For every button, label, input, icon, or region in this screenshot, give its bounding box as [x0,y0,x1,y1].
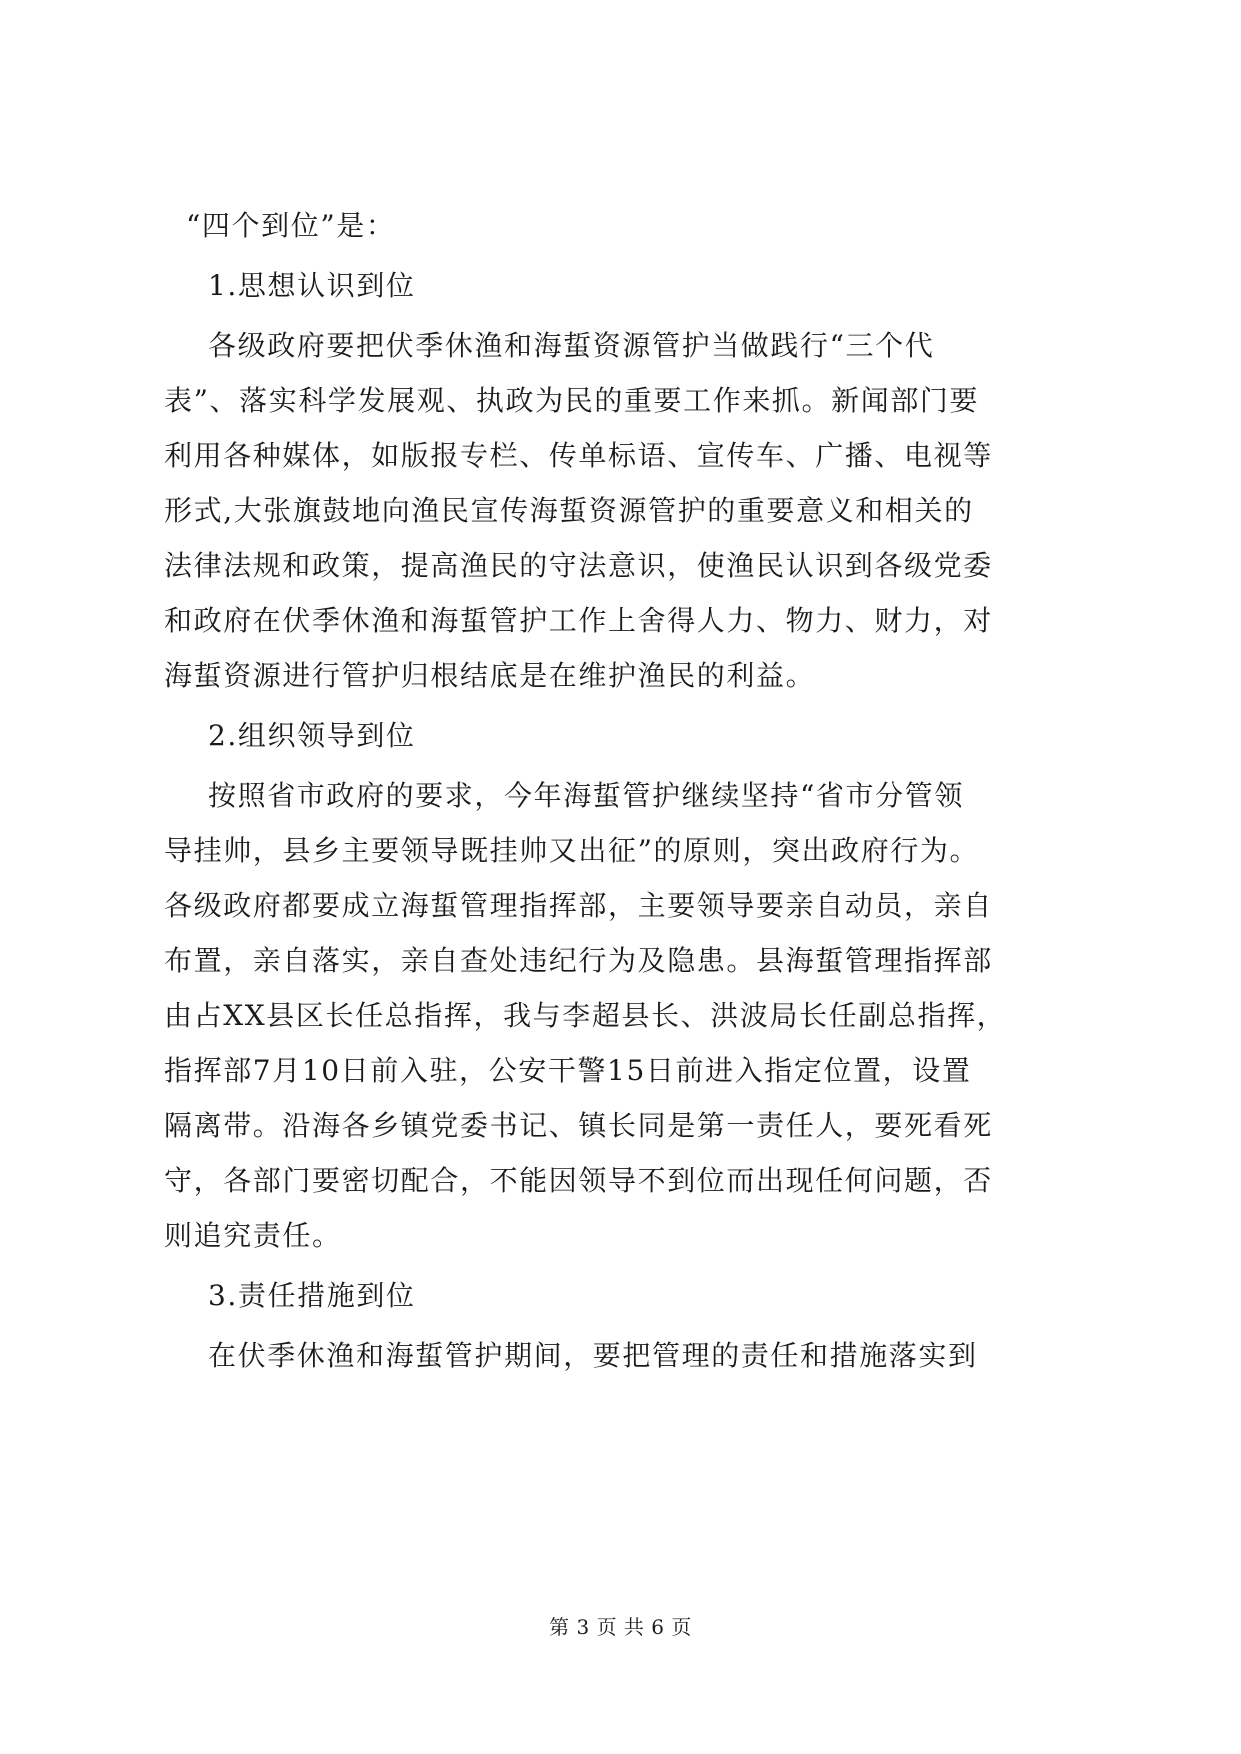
paragraph-line: 则追究责任。 [164,1219,342,1252]
paragraph-line: 守，各部门要密切配合，不能因领导不到位而出现任何问题，否 [164,1164,993,1197]
section-heading-1: 1.思想认识到位 [208,269,416,302]
paragraph-line: 形式,大张旗鼓地向渔民宣传海蜇资源管护的重要意义和相关的 [164,494,974,527]
intro-line: “四个到位”是： [186,209,396,242]
paragraph-line: 法律法规和政策，提高渔民的守法意识，使渔民认识到各级党委 [164,549,993,582]
paragraph-line: 指挥部7月10日前入驻，公安干警15日前进入指定位置，设置 [164,1054,972,1087]
section-heading-2: 2.组织领导到位 [208,719,416,752]
paragraph-line: 布置，亲自落实，亲自查处违纪行为及隐患。县海蜇管理指挥部 [164,944,993,977]
section-heading-3: 3.责任措施到位 [208,1279,416,1312]
paragraph-line: 各级政府要把伏季休渔和海蜇资源管护当做践行“三个代 [208,329,935,362]
paragraph-line: 隔离带。沿海各乡镇党委书记、镇长同是第一责任人，要死看死 [164,1109,993,1142]
paragraph-line: 海蜇资源进行管护归根结底是在维护渔民的利益。 [164,659,816,692]
paragraph-line: 利用各种媒体，如版报专栏、传单标语、宣传车、广播、电视等 [164,439,993,472]
page-number-footer: 第 3 页 共 6 页 [549,1615,692,1639]
paragraph-line: 按照省市政府的要求，今年海蜇管护继续坚持“省市分管领 [208,779,964,812]
paragraph-line: 各级政府都要成立海蜇管理指挥部，主要领导要亲自动员，亲自 [164,889,993,922]
paragraph-line: 导挂帅，县乡主要领导既挂帅又出征”的原则，突出政府行为。 [164,834,980,867]
paragraph-line: 和政府在伏季休渔和海蜇管护工作上舍得人力、物力、财力，对 [164,604,993,637]
paragraph-line: 在伏季休渔和海蜇管护期间，要把管理的责任和措施落实到 [208,1339,978,1372]
paragraph-line: 由占XX县区长任总指挥，我与李超县长、洪波局长任副总指挥， [164,999,1007,1032]
paragraph-line: 表”、落实科学发展观、执政为民的重要工作来抓。新闻部门要 [164,384,980,417]
